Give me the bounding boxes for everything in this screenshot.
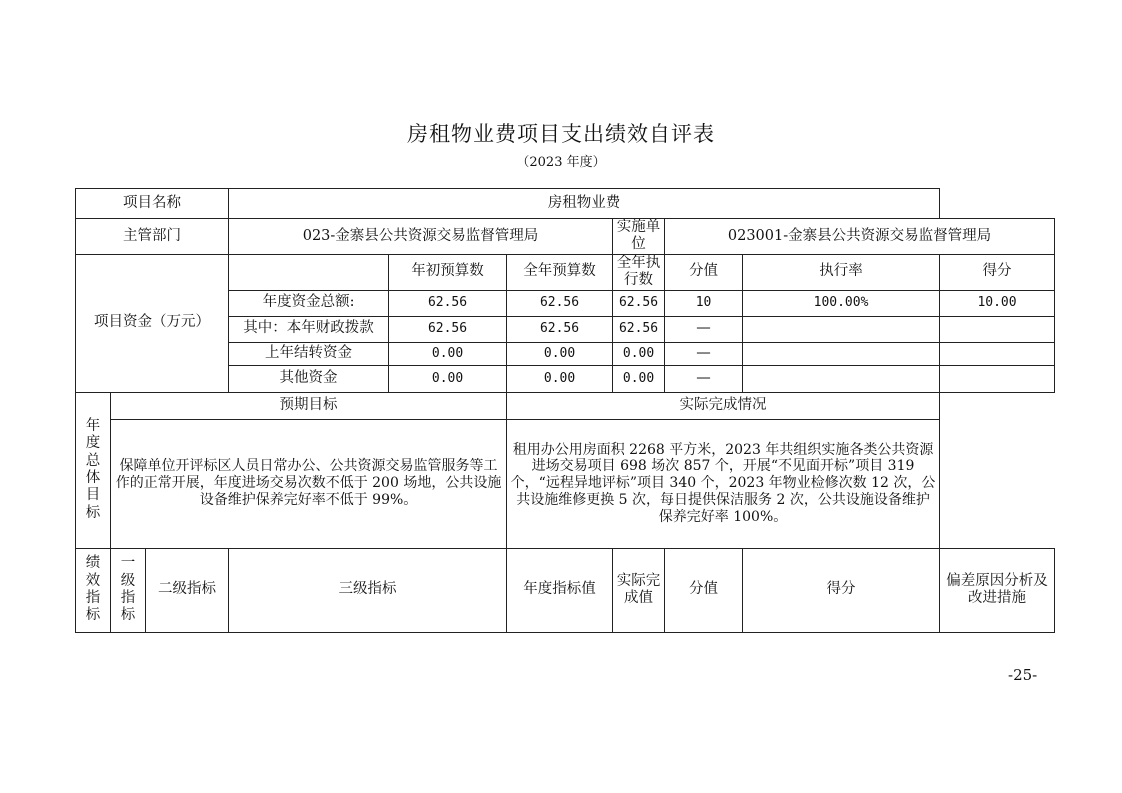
project-name-value: 房租物业费 <box>229 189 940 219</box>
funds-header-rate: 执行率 <box>743 254 940 290</box>
funds-score <box>940 316 1055 342</box>
goals-content-row <box>76 419 1055 548</box>
project-name-label: 项目名称 <box>76 189 229 219</box>
dept-value: 023-金寨县公共资源交易监督管理局 <box>229 219 613 255</box>
actual-result-label: 实际完成情况 <box>507 392 940 419</box>
annual-target-header: 年度指标值 <box>507 548 613 632</box>
dept-label: 主管部门 <box>76 219 229 255</box>
funds-header-row <box>76 254 1055 290</box>
actual-result-text: 租用办公用房面积 2268 平方米，2023 年共组织实施各类公共资源进场交易项目 698 场次 857 个，开展“不见面开标”项目 319 个，“远程异地评标”项目 340 个，2023 年物业检修次数 12 次，公共设施维修更换 5 次，每日提供保洁服务 2 次，公共设施设备维护保养完好率 100%。 <box>507 419 940 548</box>
level3-indicator-header: 三级指标 <box>229 548 507 632</box>
funds-score-value: — <box>665 342 743 365</box>
funds-score-value: 10 <box>665 290 743 316</box>
expected-goal-label: 预期目标 <box>111 392 507 419</box>
actual-value-header: 实际完成值 <box>613 548 665 632</box>
score-value-header: 分值 <box>665 548 743 632</box>
score-header: 得分 <box>743 548 940 632</box>
goals-header-row <box>76 392 1055 419</box>
performance-table <box>75 188 1055 633</box>
funds-score-value: — <box>665 365 743 392</box>
funds-initial: 0.00 <box>389 365 507 392</box>
page-title: 房租物业费项目支出绩效自评表 <box>407 122 715 146</box>
funds-header-blank <box>229 254 389 290</box>
funds-score <box>940 342 1055 365</box>
funds-header-annual: 全年预算数 <box>507 254 613 290</box>
deviation-analysis-header: 偏差原因分析及改进措施 <box>940 548 1055 632</box>
impl-label: 实施单位 <box>613 219 665 255</box>
funds-row-label: 年度资金总额: <box>229 290 389 316</box>
page-number: -25- <box>1008 666 1038 684</box>
level2-indicator-header: 二级指标 <box>146 548 229 632</box>
funds-executed: 62.56 <box>613 316 665 342</box>
project-name-row <box>76 189 1055 219</box>
funds-header-executed: 全年执行数 <box>613 254 665 290</box>
performance-indicators-label: 绩效指标 <box>76 548 111 632</box>
funds-row-label: 其中：本年财政拨款 <box>229 316 389 342</box>
funds-header-score: 得分 <box>940 254 1055 290</box>
funds-row-label: 其他资金 <box>229 365 389 392</box>
funds-row-label: 上年结转资金 <box>229 342 389 365</box>
funds-score <box>940 365 1055 392</box>
funds-annual: 62.56 <box>507 316 613 342</box>
impl-value: 023001-金寨县公共资源交易监督管理局 <box>665 219 1055 255</box>
funds-score: 10.00 <box>940 290 1055 316</box>
funds-annual: 62.56 <box>507 290 613 316</box>
funds-executed: 62.56 <box>613 290 665 316</box>
funds-header-initial: 年初预算数 <box>389 254 507 290</box>
annual-goals-label: 年度总体目标 <box>76 392 111 548</box>
funds-rate <box>743 342 940 365</box>
funds-rate <box>743 365 940 392</box>
department-row <box>76 219 1055 255</box>
funds-initial: 62.56 <box>389 290 507 316</box>
funds-initial: 0.00 <box>389 342 507 365</box>
year-subtitle: （2023 年度） <box>516 155 606 170</box>
funds-header-score-value: 分值 <box>665 254 743 290</box>
expected-goal-text: 保障单位开评标区人员日常办公、公共资源交易监管服务等工作的正常开展，年度进场交易次数不低于 200 场地，公共设施设备维护保养完好率不低于 99%。 <box>111 419 507 548</box>
funds-initial: 62.56 <box>389 316 507 342</box>
level1-indicator-header: 一级指标 <box>111 548 146 632</box>
funds-rate: 100.00% <box>743 290 940 316</box>
funds-executed: 0.00 <box>613 365 665 392</box>
funds-executed: 0.00 <box>613 342 665 365</box>
indicators-header-row <box>76 548 1055 632</box>
funds-rate <box>743 316 940 342</box>
funds-annual: 0.00 <box>507 365 613 392</box>
funds-score-value: — <box>665 316 743 342</box>
funds-label: 项目资金（万元） <box>76 254 229 392</box>
funds-annual: 0.00 <box>507 342 613 365</box>
